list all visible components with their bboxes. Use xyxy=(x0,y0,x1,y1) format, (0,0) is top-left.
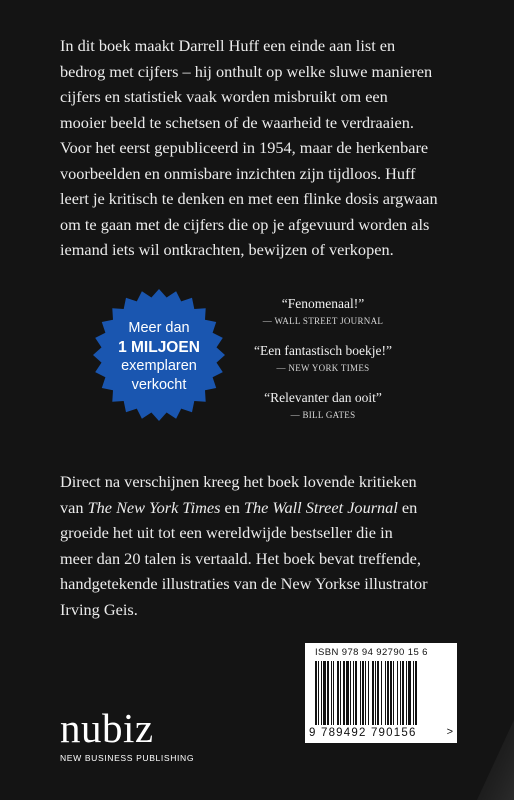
blurb-line: om te gaan met de cijfers die op je afgevuurd worden als xyxy=(60,214,430,234)
isbn-barcode xyxy=(305,643,457,743)
barcode-bar xyxy=(360,661,361,725)
back-cover-blurb xyxy=(60,33,470,263)
quote-source: — NEW YORK TIMES xyxy=(276,363,370,373)
blurb-line: mooier beeld te schetsen of de waarheid te verdraaien. xyxy=(60,112,414,132)
badge-line-1: Meer dan xyxy=(128,320,190,336)
barcode-bar xyxy=(323,661,326,725)
barcode-bar xyxy=(397,661,398,725)
barcode-bar xyxy=(365,661,366,725)
review-line: groeide het uit tot een wereldwijde bestseller die in xyxy=(60,523,393,542)
badge-line-4: verkocht xyxy=(131,377,187,393)
quote-item xyxy=(238,342,408,375)
quote-source: — WALL STREET JOURNAL xyxy=(262,316,384,326)
review-line: Direct na verschijnen kreeg het boek lovende kritieken xyxy=(60,472,417,491)
blurb-line: voorbeelden en onmisbare inzichten zijn tijdloos. Huff xyxy=(60,163,416,183)
barcode-bar xyxy=(331,661,332,725)
badge-line-2: 1 MILJOEN xyxy=(118,339,200,356)
barcode-bar xyxy=(333,661,334,725)
review-line: handgetekende illustraties van de New Yorkse illustrator xyxy=(60,574,428,593)
quote-text: “Een fantastisch boekje!” xyxy=(254,343,392,358)
barcode-bar xyxy=(337,661,339,725)
barcode-bar xyxy=(400,661,401,725)
barcode-bar xyxy=(415,661,417,725)
barcode-bar xyxy=(346,661,349,725)
quote-item xyxy=(238,295,408,328)
barcode-bar xyxy=(406,661,407,725)
review-paragraph xyxy=(60,469,480,622)
barcode-bar xyxy=(377,661,379,725)
barcode-bar xyxy=(390,661,392,725)
press-quotes xyxy=(238,295,408,436)
barcode-bar xyxy=(413,661,414,725)
badge-line-3: exemplaren xyxy=(121,358,197,374)
isbn-digits: 9 789492 790156 xyxy=(309,727,417,739)
badge-text xyxy=(92,319,226,395)
blurb-line: cijfers en statistiek vaak worden misbruikt om een xyxy=(60,87,388,106)
barcode-bar xyxy=(387,661,389,725)
barcode-bar xyxy=(385,661,386,725)
barcode-bar xyxy=(362,661,364,725)
blurb-line: In dit boek maakt Darrell Huff een einde aan list en xyxy=(60,36,396,55)
nyt-title: The New York Times xyxy=(87,497,221,517)
barcode-bar xyxy=(375,661,376,725)
barcode-bar xyxy=(402,661,404,725)
publisher-tagline: NEW BUSINESS PUBLISHING xyxy=(60,753,195,763)
quote-text: “Relevanter dan ooit” xyxy=(264,390,382,405)
barcode-bar xyxy=(393,661,394,725)
blurb-line: leert je kritisch te denken en met een flinke dosis argwaan xyxy=(60,189,438,208)
review-line: meer dan 20 talen is vertaald. Het boek bevat treffende, xyxy=(60,548,421,568)
barcode-bar xyxy=(321,661,322,725)
barcode-bar xyxy=(381,661,382,725)
isbn-label: ISBN 978 94 92790 15 6 xyxy=(315,647,428,658)
quote-text: “Fenomenaal!” xyxy=(281,296,365,311)
barcode-bar xyxy=(408,661,411,725)
barcode-bar xyxy=(355,661,357,725)
barcode-bars-icon xyxy=(315,661,447,725)
quote-source: — BILL GATES xyxy=(290,410,356,420)
barcode-bar xyxy=(340,661,341,725)
wsj-title: The Wall Street Journal xyxy=(243,497,398,517)
blurb-line: Voor het eerst gepubliceerd in 1954, maar de herkenbare xyxy=(60,138,429,157)
barcode-bar xyxy=(350,661,351,725)
quote-item xyxy=(238,389,408,422)
barcode-bar xyxy=(368,661,369,725)
blurb-line: bedrog met cijfers – hij onthult op welke sluwe manieren xyxy=(60,61,433,81)
barcode-bar xyxy=(343,661,345,725)
barcode-bar xyxy=(372,661,374,725)
review-line: Irving Geis. xyxy=(60,599,138,619)
review-line: van The New York Times en The Wall Street Journal en xyxy=(60,497,418,517)
sales-badge xyxy=(92,288,226,422)
publisher-logo: nubiz xyxy=(60,705,154,751)
blurb-line: iemand iets wil ontkrachten, bewijzen of verkopen. xyxy=(60,240,394,259)
isbn-arrow: > xyxy=(446,726,453,738)
barcode-bar xyxy=(353,661,354,725)
barcode-bar xyxy=(318,661,319,725)
barcode-bar xyxy=(315,661,317,725)
page-curl-shadow xyxy=(457,700,514,800)
barcode-bar xyxy=(327,661,329,725)
